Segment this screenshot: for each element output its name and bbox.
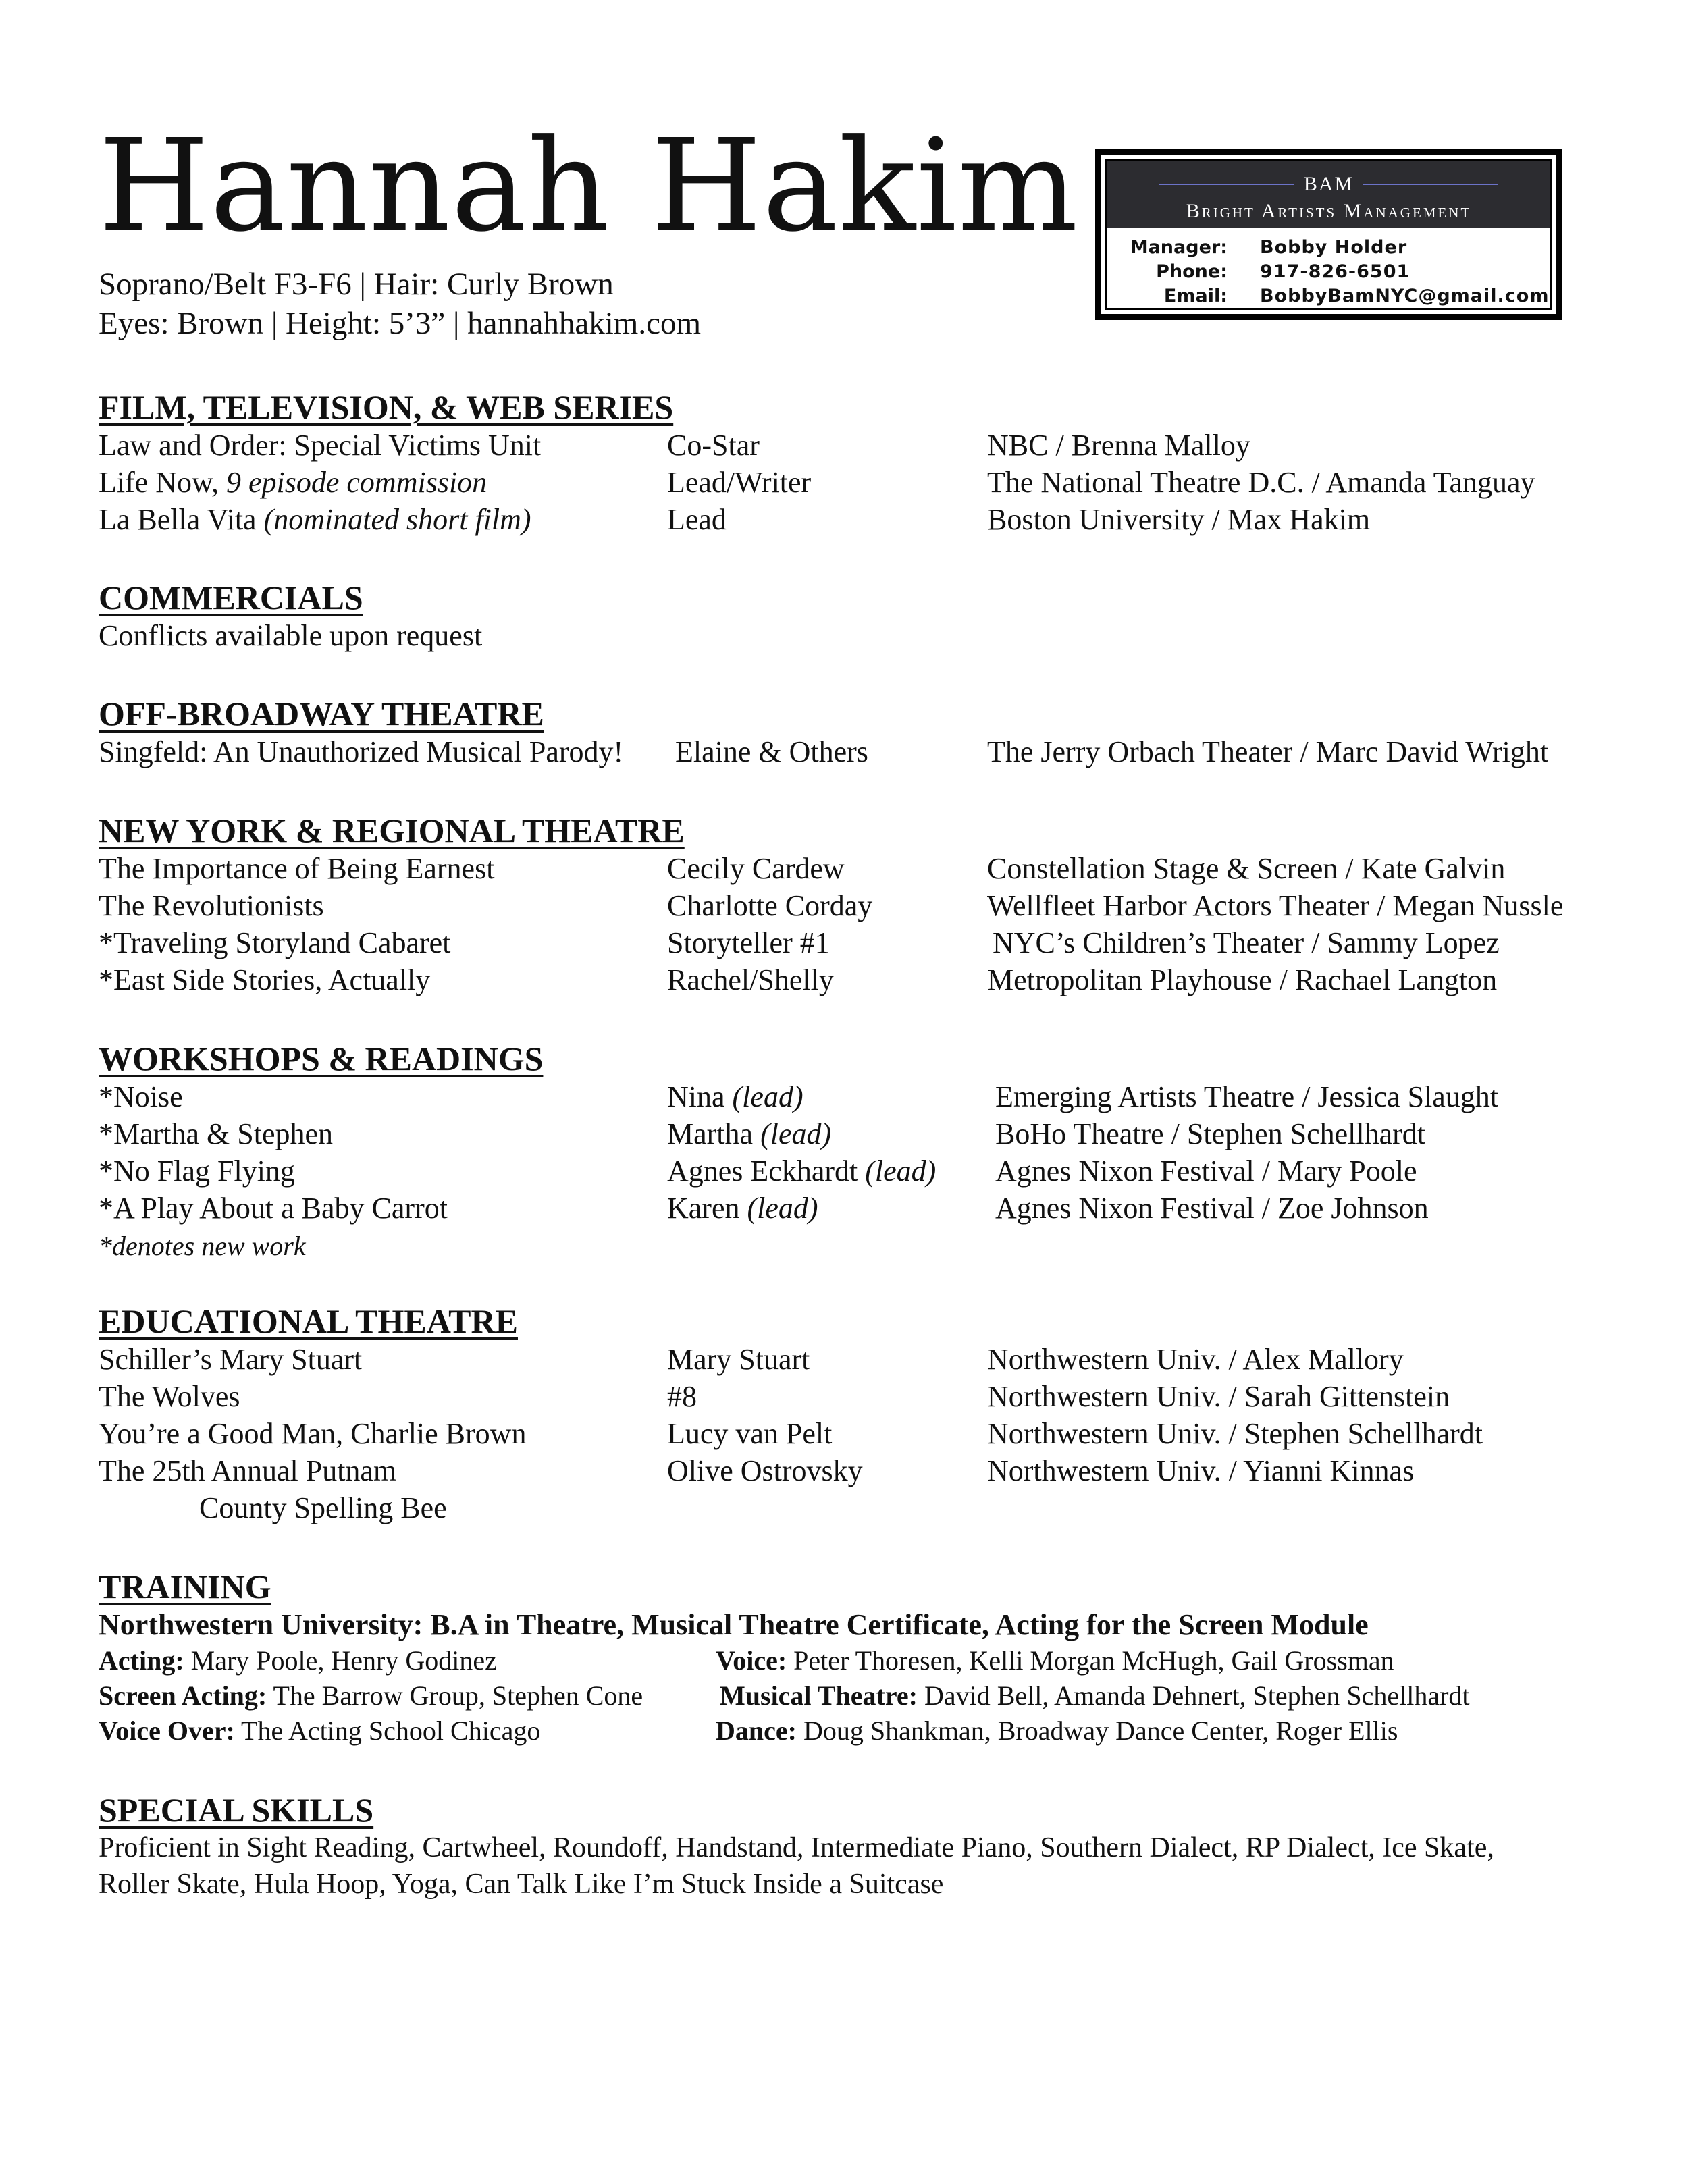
- training-row: [0, 1717, 1688, 1753]
- credit-title: *Martha & Stephen: [99, 1117, 334, 1150]
- phone-value: 917-826-6501: [1260, 261, 1410, 282]
- manager-contact-box: [1095, 149, 1562, 320]
- banner-rule-right: [1363, 184, 1498, 185]
- credit-title: La Bella Vita (nominated short film): [99, 503, 531, 536]
- credit-row: [0, 1345, 1688, 1383]
- performer-name: Hannah Hakim: [99, 112, 1079, 260]
- credit-title-continuation: County Spelling Bee: [199, 1491, 447, 1524]
- credit-row: [0, 1382, 1688, 1420]
- credit-venue: Northwestern Univ. / Stephen Schellhardt: [987, 1417, 1483, 1450]
- credit-venue: The National Theatre D.C. / Amanda Tanguay: [987, 466, 1535, 499]
- training-row: [0, 1682, 1688, 1717]
- credit-row: [0, 1082, 1688, 1120]
- credit-role: Olive Ostrovsky: [667, 1454, 863, 1487]
- credit-row: [0, 854, 1688, 892]
- credit-venue: Emerging Artists Theatre / Jessica Slaught: [995, 1080, 1499, 1113]
- new-work-footnote: *denotes new work: [99, 1231, 306, 1261]
- commercials-text: Conflicts available upon request: [99, 619, 483, 652]
- credit-row: [0, 737, 1688, 775]
- credit-venue: Agnes Nixon Festival / Mary Poole: [995, 1154, 1417, 1188]
- credit-row: [0, 1456, 1688, 1494]
- section-training-heading: TRAINING: [99, 1568, 271, 1605]
- email-value: BobbyBamNYC@gmail.com: [1260, 285, 1550, 307]
- credit-venue: Constellation Stage & Screen / Kate Galvin: [987, 852, 1506, 885]
- section-ny-regional-heading: NEW YORK & REGIONAL THEATRE: [99, 811, 685, 849]
- credit-role: Elaine & Others: [675, 735, 868, 768]
- credit-row: [0, 1419, 1688, 1457]
- credit-title: You’re a Good Man, Charlie Brown: [99, 1417, 527, 1450]
- credit-role: Storyteller #1: [667, 926, 830, 959]
- credit-role: Agnes Eckhardt (lead): [667, 1154, 937, 1188]
- credit-role: #8: [667, 1380, 697, 1413]
- skills-line-2: Roller Skate, Hula Hoop, Yoga, Can Talk Like I’m Stuck Inside a Suitcase: [99, 1869, 944, 1900]
- skills-line-1: Proficient in Sight Reading, Cartwheel, Roundoff, Handstand, Intermediate Piano, Southern Dialect, RP Dialect, Ice Skate,: [99, 1832, 1494, 1863]
- credit-row: [0, 1119, 1688, 1157]
- credit-role: Martha (lead): [667, 1117, 832, 1150]
- training-right: Musical Theatre: David Bell, Amanda Dehnert, Stephen Schellhardt: [720, 1680, 1470, 1711]
- training-left: Screen Acting: The Barrow Group, Stephen Cone: [99, 1680, 643, 1711]
- phone-row: [1107, 259, 1550, 284]
- credit-venue: Northwestern Univ. / Sarah Gittenstein: [987, 1380, 1450, 1413]
- credit-title: *A Play About a Baby Carrot: [99, 1192, 448, 1225]
- credit-title: The 25th Annual Putnam: [99, 1454, 397, 1487]
- section-workshops-heading: WORKSHOPS & READINGS: [99, 1040, 544, 1077]
- credit-row: [0, 1194, 1688, 1231]
- credit-row: [0, 891, 1688, 929]
- training-school: Northwestern University: B.A in Theatre, Musical Theatre Certificate, Acting for the Screen Module: [99, 1608, 1369, 1641]
- credit-venue: The Jerry Orbach Theater / Marc David Wright: [987, 735, 1549, 768]
- section-commercials-heading: COMMERCIALS: [99, 579, 363, 616]
- credit-title: Singfeld: An Unauthorized Musical Parody!: [99, 735, 624, 768]
- credit-title: The Importance of Being Earnest: [99, 852, 495, 885]
- credit-venue: NYC’s Children’s Theater / Sammy Lopez: [993, 926, 1500, 959]
- credit-title: The Wolves: [99, 1380, 240, 1413]
- credit-venue: Northwestern Univ. / Yianni Kinnas: [987, 1454, 1415, 1487]
- agency-banner: [1107, 161, 1550, 228]
- credit-venue: Metropolitan Playhouse / Rachael Langton: [987, 963, 1498, 996]
- credit-role: Lucy van Pelt: [667, 1417, 833, 1450]
- credit-row: [0, 431, 1688, 469]
- credit-role: Mary Stuart: [667, 1343, 810, 1376]
- credit-role: Karen (lead): [667, 1192, 818, 1225]
- credit-title: *Traveling Storyland Cabaret: [99, 926, 451, 959]
- credit-role: Charlotte Corday: [667, 889, 873, 922]
- credit-title: *No Flag Flying: [99, 1154, 295, 1188]
- banner-rule-left: [1159, 184, 1294, 185]
- credit-title: Law and Order: Special Victims Unit: [99, 429, 542, 462]
- agency-short-name: BAM: [1303, 173, 1354, 195]
- vocal-hair-line: Soprano/Belt F3-F6 | Hair: Curly Brown: [99, 267, 614, 302]
- email-label: Email:: [1163, 285, 1228, 307]
- credit-venue: BoHo Theatre / Stephen Schellhardt: [995, 1117, 1426, 1150]
- credit-row: [0, 1156, 1688, 1194]
- credit-row: [0, 928, 1688, 966]
- credit-title: Schiller’s Mary Stuart: [99, 1343, 363, 1376]
- credit-role: Rachel/Shelly: [667, 963, 834, 996]
- eyes-height-website-line: Eyes: Brown | Height: 5’3” | hannahhakim.com: [99, 306, 702, 341]
- section-offbroadway-heading: OFF-BROADWAY THEATRE: [99, 695, 544, 733]
- credit-row: [0, 468, 1688, 506]
- credit-venue: Northwestern Univ. / Alex Mallory: [987, 1343, 1404, 1376]
- training-left: Acting: Mary Poole, Henry Godinez: [99, 1645, 497, 1676]
- section-skills-heading: SPECIAL SKILLS: [99, 1791, 374, 1829]
- credit-venue: Wellfleet Harbor Actors Theater / Megan Nussle: [987, 889, 1564, 922]
- credit-role: Co-Star: [667, 429, 760, 462]
- section-educational-heading: EDUCATIONAL THEATRE: [99, 1302, 518, 1340]
- credit-role: Nina (lead): [667, 1080, 803, 1113]
- credit-venue: Agnes Nixon Festival / Zoe Johnson: [995, 1192, 1429, 1225]
- credit-venue: NBC / Brenna Malloy: [987, 429, 1250, 462]
- credit-row: [0, 965, 1688, 1003]
- training-right: Dance: Doug Shankman, Broadway Dance Center, Roger Ellis: [716, 1715, 1398, 1746]
- training-row: [0, 1647, 1688, 1682]
- training-left: Voice Over: The Acting School Chicago: [99, 1715, 541, 1746]
- manager-row: [1107, 235, 1550, 259]
- credit-title: Life Now, 9 episode commission: [99, 466, 487, 499]
- credit-role: Lead: [667, 503, 727, 536]
- phone-label: Phone:: [1156, 261, 1228, 282]
- credit-row: [0, 505, 1688, 543]
- training-right: Voice: Peter Thoresen, Kelli Morgan McHugh, Gail Grossman: [716, 1645, 1394, 1676]
- credit-role: Cecily Cardew: [667, 852, 845, 885]
- credit-title: The Revolutionists: [99, 889, 324, 922]
- agency-full-name: Bright Artists Management: [1186, 200, 1472, 222]
- credit-venue: Boston University / Max Hakim: [987, 503, 1371, 536]
- manager-label: Manager:: [1130, 236, 1228, 258]
- credit-title: *Noise: [99, 1080, 183, 1113]
- credit-role: Lead/Writer: [667, 466, 812, 499]
- manager-value: Bobby Holder: [1260, 236, 1408, 258]
- credit-title: *East Side Stories, Actually: [99, 963, 431, 996]
- email-row: [1107, 284, 1550, 308]
- section-film-heading: FILM, TELEVISION, & WEB SERIES: [99, 388, 674, 426]
